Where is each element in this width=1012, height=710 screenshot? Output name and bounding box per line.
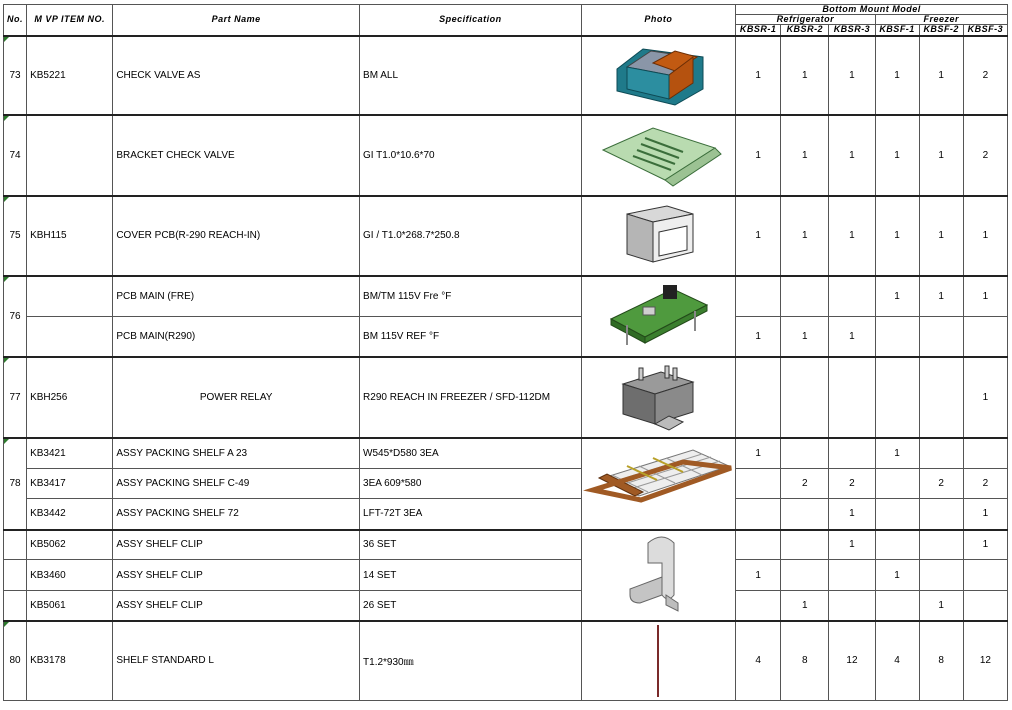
part-name: ASSY SHELF CLIP bbox=[113, 591, 360, 621]
item-no: KB3421 bbox=[27, 438, 113, 469]
qty-kbsr-1 bbox=[736, 499, 781, 530]
specification: 14 SET bbox=[360, 560, 582, 591]
qty-kbsf-1 bbox=[875, 469, 919, 499]
qty-kbsf-2 bbox=[919, 530, 963, 560]
qty-kbsf-3: 12 bbox=[963, 621, 1007, 701]
qty-kbsf-2: 1 bbox=[919, 276, 963, 317]
qty-kbsf-1 bbox=[875, 591, 919, 621]
row-no bbox=[4, 560, 27, 591]
qty-kbsr-2: 1 bbox=[781, 317, 829, 357]
row-no: 75 bbox=[4, 196, 27, 276]
row-no: 80 bbox=[4, 621, 27, 701]
cover-pcb-photo bbox=[581, 196, 735, 276]
qty-kbsf-3 bbox=[963, 317, 1007, 357]
specification: BM/TM 115V Fre °F bbox=[360, 276, 582, 317]
qty-kbsf-3: 1 bbox=[963, 276, 1007, 317]
item-no: KB3460 bbox=[27, 560, 113, 591]
qty-kbsr-2 bbox=[781, 560, 829, 591]
table-row bbox=[4, 317, 1008, 357]
check-valve-photo bbox=[581, 36, 735, 115]
qty-kbsr-2: 1 bbox=[781, 36, 829, 115]
relay-photo bbox=[581, 357, 735, 438]
qty-kbsf-1: 1 bbox=[875, 276, 919, 317]
qty-kbsr-2: 1 bbox=[781, 196, 829, 276]
qty-kbsf-3: 1 bbox=[963, 196, 1007, 276]
part-name: PCB MAIN (FRE) bbox=[113, 276, 360, 317]
qty-kbsf-2: 1 bbox=[919, 196, 963, 276]
qty-kbsf-3 bbox=[963, 438, 1007, 469]
qty-kbsf-3 bbox=[963, 591, 1007, 621]
part-name: POWER RELAY bbox=[113, 357, 360, 438]
parts-table bbox=[3, 4, 1008, 701]
header-model: KBSF-1 bbox=[875, 25, 919, 36]
specification: 36 SET bbox=[360, 530, 582, 560]
table-row bbox=[4, 469, 1008, 499]
part-name: ASSY PACKING SHELF C-49 bbox=[113, 469, 360, 499]
header-model: KBSR-2 bbox=[781, 25, 829, 36]
specification: GI T1.0*10.6*70 bbox=[360, 115, 582, 196]
qty-kbsr-1 bbox=[736, 276, 781, 317]
row-no: 78 bbox=[4, 438, 27, 530]
qty-kbsr-2: 1 bbox=[781, 115, 829, 196]
qty-kbsf-3: 2 bbox=[963, 36, 1007, 115]
part-name: ASSY PACKING SHELF 72 bbox=[113, 499, 360, 530]
qty-kbsf-3: 1 bbox=[963, 357, 1007, 438]
qty-kbsr-1 bbox=[736, 530, 781, 560]
qty-kbsf-2: 1 bbox=[919, 36, 963, 115]
table-row bbox=[4, 499, 1008, 530]
row-no: 73 bbox=[4, 36, 27, 115]
item-no bbox=[27, 276, 113, 317]
table-row bbox=[4, 530, 1008, 560]
table-row bbox=[4, 115, 1008, 196]
item-no: KB5221 bbox=[27, 36, 113, 115]
qty-kbsf-2: 1 bbox=[919, 591, 963, 621]
qty-kbsr-3 bbox=[829, 438, 875, 469]
bracket-photo bbox=[581, 115, 735, 196]
table-row bbox=[4, 560, 1008, 591]
qty-kbsr-3 bbox=[829, 276, 875, 317]
qty-kbsr-3: 2 bbox=[829, 469, 875, 499]
item-no: KB3417 bbox=[27, 469, 113, 499]
qty-kbsr-3 bbox=[829, 357, 875, 438]
row-no bbox=[4, 530, 27, 560]
row-no: 74 bbox=[4, 115, 27, 196]
qty-kbsf-3: 1 bbox=[963, 530, 1007, 560]
specification: T1.2*930㎜ bbox=[360, 621, 582, 701]
pcb-photo bbox=[581, 276, 735, 357]
qty-kbsr-3: 1 bbox=[829, 499, 875, 530]
qty-kbsr-3 bbox=[829, 591, 875, 621]
qty-kbsf-3: 1 bbox=[963, 499, 1007, 530]
item-no: KBH115 bbox=[27, 196, 113, 276]
header-model: KBSF-2 bbox=[919, 25, 963, 36]
table-row bbox=[4, 621, 1008, 701]
row-no: 77 bbox=[4, 357, 27, 438]
qty-kbsr-2 bbox=[781, 357, 829, 438]
specification: BM ALL bbox=[360, 36, 582, 115]
specification: GI / T1.0*268.7*250.8 bbox=[360, 196, 582, 276]
specification: 26 SET bbox=[360, 591, 582, 621]
item-no: KBH256 bbox=[27, 357, 113, 438]
table-row bbox=[4, 276, 1008, 317]
qty-kbsf-2 bbox=[919, 357, 963, 438]
qty-kbsr-1 bbox=[736, 591, 781, 621]
header-specification: Specification bbox=[360, 5, 582, 36]
qty-kbsr-2 bbox=[781, 530, 829, 560]
qty-kbsr-1: 1 bbox=[736, 196, 781, 276]
header-freezer: Freezer bbox=[875, 15, 1007, 25]
qty-kbsf-1: 1 bbox=[875, 196, 919, 276]
qty-kbsr-2 bbox=[781, 499, 829, 530]
part-name: BRACKET CHECK VALVE bbox=[113, 115, 360, 196]
part-name: COVER PCB(R-290 REACH-IN) bbox=[113, 196, 360, 276]
qty-kbsf-2 bbox=[919, 317, 963, 357]
qty-kbsr-1 bbox=[736, 469, 781, 499]
specification: W545*D580 3EA bbox=[360, 438, 582, 469]
table-row bbox=[4, 357, 1008, 438]
qty-kbsf-2: 8 bbox=[919, 621, 963, 701]
qty-kbsr-2: 2 bbox=[781, 469, 829, 499]
header-no: No. bbox=[4, 5, 27, 36]
qty-kbsf-2 bbox=[919, 438, 963, 469]
qty-kbsf-1: 1 bbox=[875, 438, 919, 469]
qty-kbsr-2 bbox=[781, 276, 829, 317]
specification: LFT-72T 3EA bbox=[360, 499, 582, 530]
qty-kbsf-3 bbox=[963, 560, 1007, 591]
header-model-group: Bottom Mount Model bbox=[736, 5, 1008, 15]
table-row bbox=[4, 438, 1008, 469]
qty-kbsf-2 bbox=[919, 560, 963, 591]
item-no: KB3178 bbox=[27, 621, 113, 701]
qty-kbsf-1: 1 bbox=[875, 36, 919, 115]
qty-kbsr-3: 1 bbox=[829, 530, 875, 560]
row-no: 76 bbox=[4, 276, 27, 357]
header-model: KBSR-3 bbox=[829, 25, 875, 36]
packing-shelf-photo bbox=[581, 438, 735, 530]
item-no: KB5061 bbox=[27, 591, 113, 621]
item-no bbox=[27, 115, 113, 196]
qty-kbsr-1: 1 bbox=[736, 438, 781, 469]
table-row bbox=[4, 591, 1008, 621]
part-name: ASSY SHELF CLIP bbox=[113, 530, 360, 560]
qty-kbsr-3: 1 bbox=[829, 115, 875, 196]
qty-kbsr-3: 1 bbox=[829, 317, 875, 357]
qty-kbsf-1: 1 bbox=[875, 115, 919, 196]
qty-kbsr-1: 1 bbox=[736, 115, 781, 196]
qty-kbsr-3 bbox=[829, 560, 875, 591]
qty-kbsr-1: 1 bbox=[736, 560, 781, 591]
specification: R290 REACH IN FREEZER / SFD-112DM bbox=[360, 357, 582, 438]
qty-kbsf-2 bbox=[919, 499, 963, 530]
table-row bbox=[4, 36, 1008, 115]
qty-kbsr-1: 4 bbox=[736, 621, 781, 701]
header-part-name: Part Name bbox=[113, 5, 360, 36]
qty-kbsf-3: 2 bbox=[963, 469, 1007, 499]
specification: BM 115V REF °F bbox=[360, 317, 582, 357]
qty-kbsr-1: 1 bbox=[736, 317, 781, 357]
qty-kbsf-1: 1 bbox=[875, 560, 919, 591]
qty-kbsf-1 bbox=[875, 317, 919, 357]
part-name: ASSY SHELF CLIP bbox=[113, 560, 360, 591]
shelf-standard-photo bbox=[581, 621, 735, 701]
qty-kbsf-1 bbox=[875, 499, 919, 530]
qty-kbsr-3: 12 bbox=[829, 621, 875, 701]
header-model: KBSR-1 bbox=[736, 25, 781, 36]
qty-kbsr-3: 1 bbox=[829, 36, 875, 115]
header-item-no: M VP ITEM NO. bbox=[27, 5, 113, 36]
qty-kbsf-3: 2 bbox=[963, 115, 1007, 196]
header-refrigerator: Refrigerator bbox=[736, 15, 875, 25]
qty-kbsf-2: 2 bbox=[919, 469, 963, 499]
shelf-clip-photo bbox=[581, 530, 735, 621]
row-no bbox=[4, 591, 27, 621]
qty-kbsf-2: 1 bbox=[919, 115, 963, 196]
qty-kbsf-1 bbox=[875, 357, 919, 438]
specification: 3EA 609*580 bbox=[360, 469, 582, 499]
qty-kbsf-1: 4 bbox=[875, 621, 919, 701]
part-name: ASSY PACKING SHELF A 23 bbox=[113, 438, 360, 469]
item-no: KB3442 bbox=[27, 499, 113, 530]
qty-kbsf-1 bbox=[875, 530, 919, 560]
part-name: CHECK VALVE AS bbox=[113, 36, 360, 115]
item-no bbox=[27, 317, 113, 357]
qty-kbsr-2 bbox=[781, 438, 829, 469]
part-name: PCB MAIN(R290) bbox=[113, 317, 360, 357]
qty-kbsr-1 bbox=[736, 357, 781, 438]
qty-kbsr-2: 1 bbox=[781, 591, 829, 621]
item-no: KB5062 bbox=[27, 530, 113, 560]
qty-kbsr-2: 8 bbox=[781, 621, 829, 701]
header-model: KBSF-3 bbox=[963, 25, 1007, 36]
table-row bbox=[4, 196, 1008, 276]
part-name: SHELF STANDARD L bbox=[113, 621, 360, 701]
qty-kbsr-1: 1 bbox=[736, 36, 781, 115]
qty-kbsr-3: 1 bbox=[829, 196, 875, 276]
header-photo: Photo bbox=[581, 5, 735, 36]
